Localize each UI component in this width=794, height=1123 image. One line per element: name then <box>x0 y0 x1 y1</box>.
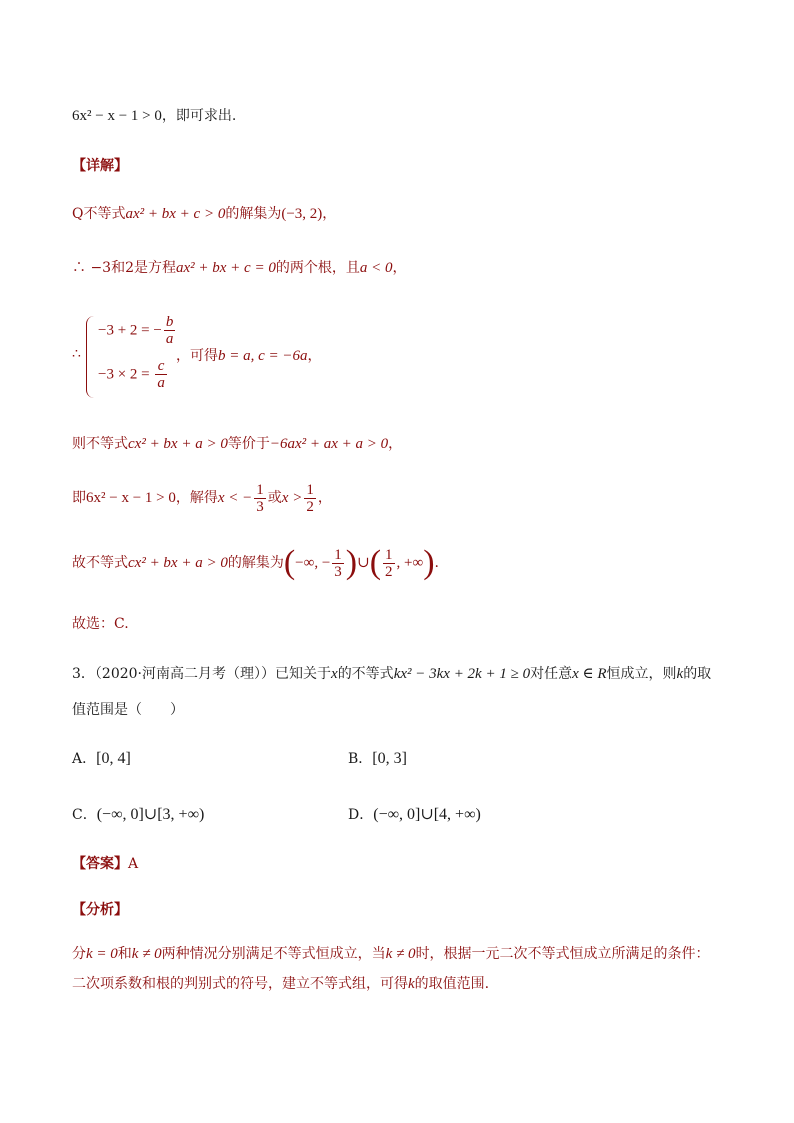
detail-line-1 <box>72 204 336 224</box>
text: ，可得 <box>176 348 218 364</box>
text: ， <box>322 206 337 222</box>
option-label: D． <box>348 807 374 823</box>
answer-heading: 【答案】 <box>72 856 128 872</box>
paren-open: ( <box>369 544 382 581</box>
top-line <box>72 106 236 126</box>
text: 或 <box>267 490 282 506</box>
text: 恒成立，则 <box>606 666 677 682</box>
text: . <box>434 555 439 571</box>
text: Q不等式 <box>72 206 126 222</box>
math: b = a, c = −6a <box>218 348 308 364</box>
math: x <box>331 666 338 682</box>
paren-close: ) <box>345 544 358 581</box>
numerator: 1 <box>385 546 393 563</box>
option-label: B． <box>348 751 373 767</box>
numerator: 1 <box>306 481 314 498</box>
text: 的取 <box>683 666 712 682</box>
text: 分 <box>72 946 86 962</box>
denominator: 2 <box>385 563 393 580</box>
detail-line-2 <box>72 258 406 278</box>
choose-line: 故选：C. <box>72 616 129 632</box>
math: kx² − 3kx + 2k + 1 ≥ 0 <box>393 666 531 682</box>
text: 二次项系数和根的判别式的符号，建立不等式组，可得 <box>72 976 408 992</box>
option-value: (−∞, 0]∪[3, +∞) <box>96 806 205 823</box>
math: −6ax² + ax + a > 0 <box>269 436 389 452</box>
detail-heading: 【详解】 <box>72 158 128 174</box>
answer-value: A <box>128 856 139 872</box>
option-label: C． <box>72 807 97 823</box>
option-value: (−∞, 0]∪[4, +∞) <box>373 806 481 823</box>
union-symbol: ∪ <box>357 555 370 571</box>
math: cx² + bx + a > 0 <box>128 555 228 571</box>
denominator: 3 <box>334 563 342 580</box>
system-row-1 <box>98 314 177 347</box>
math: x < − <box>217 490 253 506</box>
system-row-2 <box>98 358 169 391</box>
math: −3 + 2 = − <box>98 322 162 339</box>
math: k <box>408 976 415 992</box>
text: 则不等式 <box>72 436 128 452</box>
denominator: a <box>157 375 165 391</box>
math: 6x² − x − 1 > 0 <box>86 490 176 506</box>
answer-line <box>72 854 138 874</box>
text: 的解集为 <box>225 206 282 222</box>
math: x ∈ R <box>572 666 607 682</box>
math: x > <box>281 490 303 506</box>
paren-close: ) <box>423 544 435 581</box>
denominator: 3 <box>256 498 264 515</box>
math: (−3, 2) <box>281 206 323 222</box>
math: k ≠ 0 <box>131 946 162 962</box>
detail-line-4 <box>72 434 402 454</box>
brace <box>86 316 95 398</box>
text: 时，根据一元二次不等式恒成立所满足的条件： <box>415 946 710 962</box>
equation-system <box>72 312 372 402</box>
text: 故不等式 <box>72 555 128 571</box>
text: ， <box>307 348 322 364</box>
fraction <box>383 547 395 580</box>
question-3-line-2: 值范围是（ ） <box>72 702 184 718</box>
question-source: （2020·河南高二月考（理）） <box>94 666 276 682</box>
detail-line-6 <box>72 542 439 584</box>
top-line-text: ，即可求出. <box>161 108 237 124</box>
text: 的解集为 <box>227 555 284 571</box>
fraction <box>304 482 316 515</box>
math: ax² + bx + c = 0 <box>176 260 276 276</box>
text: 的取值范围. <box>414 976 490 992</box>
text: ， <box>317 490 332 506</box>
math: k <box>676 666 684 682</box>
analysis-line-1 <box>72 944 710 964</box>
fraction <box>164 314 176 347</box>
math: −3 × 2 = <box>98 366 154 383</box>
math: −∞, − <box>295 555 331 571</box>
fraction <box>332 547 344 580</box>
text: 两种情况分别满足不等式恒成立，当 <box>161 946 386 962</box>
text: ，解得 <box>175 490 218 506</box>
text: 对任意 <box>530 666 573 682</box>
math: k ≠ 0 <box>385 946 416 962</box>
option-value: [0, 3] <box>372 750 407 767</box>
analysis-line-2 <box>72 974 489 994</box>
text: 的两个根，且 <box>275 260 360 276</box>
fraction <box>155 358 167 391</box>
text: ， <box>392 260 407 276</box>
paren-open: ( <box>283 544 296 581</box>
option-value: [0, 4] <box>96 750 131 767</box>
numerator: c <box>155 358 167 375</box>
detail-line-5 <box>72 480 332 516</box>
text: 已知关于 <box>275 666 332 682</box>
numerator: b <box>165 314 174 330</box>
denominator: 2 <box>306 498 314 515</box>
top-line-math: 6x² − x − 1 > 0 <box>72 108 162 124</box>
text: 和 <box>117 946 132 962</box>
system-result <box>176 345 322 365</box>
option-a[interactable] <box>72 748 131 768</box>
option-label: A． <box>72 751 97 767</box>
numerator: 1 <box>256 481 264 498</box>
analysis-heading: 【分析】 <box>72 902 128 918</box>
math: a < 0 <box>359 260 393 276</box>
math: k = 0 <box>86 946 118 962</box>
question-number: 3． <box>72 666 95 682</box>
question-3-line-1 <box>72 664 711 684</box>
option-c[interactable] <box>72 804 204 824</box>
option-d[interactable] <box>348 804 481 824</box>
fraction <box>254 482 266 515</box>
text: ， <box>388 436 403 452</box>
math: , +∞ <box>396 555 424 571</box>
math: cx² + bx + a > 0 <box>128 436 228 452</box>
math: ax² + bx + c > 0 <box>125 206 226 222</box>
text: 的不等式 <box>337 666 394 682</box>
text: ∴ −3和2是方程 <box>72 260 176 276</box>
text: 即 <box>72 490 86 506</box>
numerator: 1 <box>334 546 342 563</box>
denominator: a <box>165 331 174 347</box>
option-b[interactable] <box>348 748 407 768</box>
text: 等价于 <box>227 436 270 452</box>
therefore-symbol: ∴ <box>72 346 81 362</box>
